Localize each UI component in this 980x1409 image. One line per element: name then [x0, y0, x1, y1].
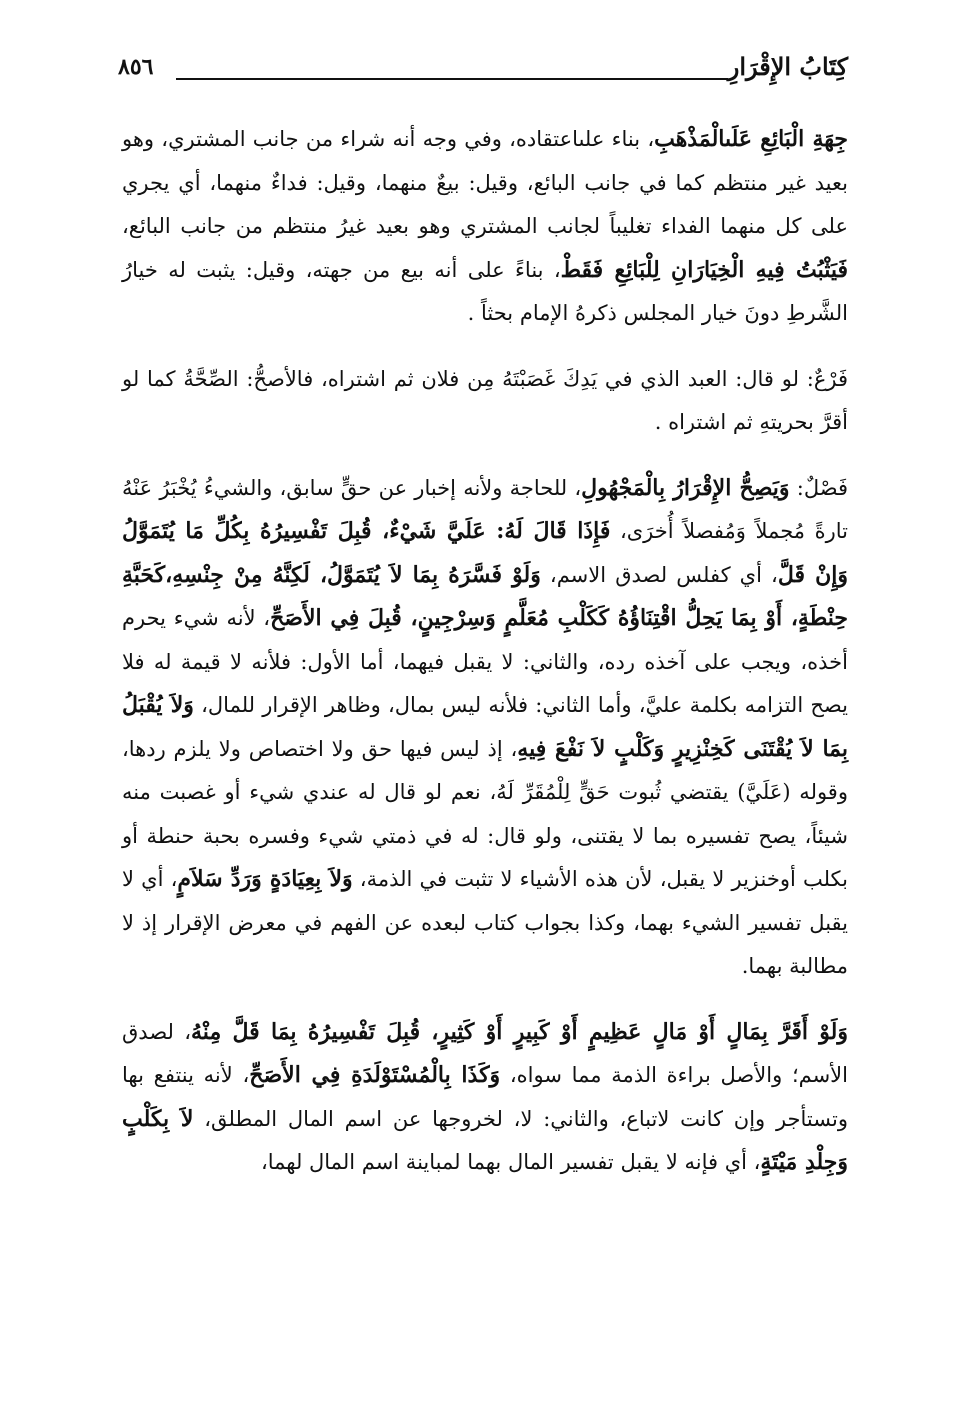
section-label: فَصْلٌ: — [789, 475, 848, 500]
commentary-text: ، بناءً على أنه بيع من جهته، وقيل: يثبت له خيارُ الشَّرطِ دونَ خيار المجلس ذكرهُ الإمام بحثاً . — [122, 257, 848, 325]
commentary-text: ، لصدق الأسم؛ والأصل براءة الذمة مما سواه، — [122, 1019, 848, 1087]
matn-text: وَلَوْ أَقَرَّ بِمَالٍ أَوْ مَالٍ عَظِيمٍ أَوْ كَبِيرٍ أَوْ كَثِيرٍ، قُبِلَ تَفْسِيرُهُ بِمَا قَلَّ مِنْهُ — [191, 1018, 848, 1045]
commentary-text: ، للحاجة ولأنه إخبار عن حقٍّ سابق، والشيءُ يُخْبَرُ عَنْهُ تارةً مُجملاً وَمُفصلاً أُخرَى، — [122, 475, 848, 543]
matn-text: فَإِذَا قَالَ لَهُ: عَلَيَّ شَيْءٌ، قُبِلَ تَفْسِيرُهُ بِكُلِّ مَا يُتَمَوَّلُ وَإِنْ قَلَّ — [122, 518, 849, 588]
paragraph-1 — [122, 118, 848, 336]
commentary-text: ، لأنه ينتفع بها وتستأجر وإن كانت لاتباع، والثاني: لا، لخروجها عن اسم المال المطلق، — [122, 1063, 848, 1131]
matn-text: وَكَذَا بِالْمُسْتَوْلَدَةِ فِي الأَصَحِّ — [249, 1062, 501, 1088]
matn-text: فَيَثْبُتُ فِيهِ الْخِيَارَانِ لِلْبَائِعِ فَقَطْ — [560, 256, 849, 283]
matn-text: وَلاَ بِعِيَادَةٍ وَرَدِّ سَلاَمٍ — [177, 866, 353, 892]
header-rule — [176, 78, 728, 80]
commentary-text: ، إذ ليس فيها حق ولا اختصاص ولا يلزم ردها، وقوله (عَلَيَّ) يقتضي ثُبوت حَقٍّ لِلْمُقَرِّ لَهُ، نعم لو قال له عندي شيء أو غصبت منه شيئاً، يصح تفسيره بما لا يقتنى، ولو قال: له في ذمتي شيء وفسره بحبة حنطة أو بكلب أوخنزير لا يقبل، لأن هذه الأشياء لا تثبت في الذمة، — [122, 736, 848, 891]
page-number: ٨٥٦ — [118, 54, 154, 80]
matn-text: وَلاَ يُقْبَلُ بِمَا لاَ يُقْتَنَى كَخِنْزِيرٍ وَكَلْبٍ لاَ نَفْعَ فِيهِ — [122, 692, 848, 762]
paragraph-2-far — [122, 358, 848, 445]
matn-text: وَيَصِحُّ الإِقْرَارُ بِالْمَجْهُولِ — [581, 474, 790, 501]
commentary-text: فَرْعٌ: لو قال: العبد الذي في يَدِكَ غَصَبْتَهُ مِن فلان ثم اشتراه، فالأصحُّ: الصِّحَّةُ كما لو أقرَّ بحريتهِ ثم اشتراه . — [122, 366, 848, 434]
commentary-text: ، بناء علىاعتقاده، وفي وجه أنه شراء من جانب المشتري، وهو بعيد غير منتظم كما في جانب البائع، وقيل: بيعٌ منهما، وقيل: فداءٌ منهما، أي يجري على كل منهما الفداء تغليباً لجانب المشتري وهو بعيد غيرُ منتظم من جانب البائع، — [122, 127, 848, 238]
commentary-text: ، أي كفلس لصدق الاسم، — [540, 562, 778, 587]
matn-text: وَلَوْ فَسَّرَهُ بِمَا لاَ يُتَمَوَّلُ، لَكِنَّهُ مِنْ جِنْسِهِ،كَحَبَّةِ حِنْطَةٍ، أَوْ بِمَا يَحِلُّ اقْتِنَاؤُهُ كَكَلْبِ مُعَلَّمٍ وَسِرْجِينٍ، قُبِلَ فِي الأَصَحِّ — [122, 561, 848, 631]
matn-text: لاَ بِكَلْبٍ وَجِلْدِ مَيْتَةٍ — [122, 1105, 848, 1175]
paragraph-4 — [122, 1011, 848, 1185]
matn-text: جِهَةِ الْبَائِعِ عَلَىالْمَذْهَبِ — [654, 126, 848, 152]
page-body — [122, 118, 848, 1207]
commentary-text: ، لأنه شيء يحرم أخذه، ويجب على آخذه رده، والثاني: لا يقبل فيهما، أما الأول: فلأنه لا قيمة له فلا يصح التزامه بكلمة عليَّ، وأما الثاني: فلأنه ليس بمال، وظاهر الإقرار للمال، — [122, 606, 848, 717]
commentary-text: ، أي فإنه لا يقبل تفسير المال بهما لمباينة اسم المال لهما، — [260, 1150, 761, 1174]
chapter-title: كِتَابُ الإِقْرَارِ — [727, 52, 848, 81]
commentary-text: ، أي لا يقبل تفسير الشيء بهما، وكذا بجواب كتاب لبعده عن الفهم في معرض الإقرار إذ لا مطالبة بهما. — [122, 867, 848, 978]
page-header — [118, 50, 848, 90]
paragraph-3-fasl — [122, 467, 848, 989]
